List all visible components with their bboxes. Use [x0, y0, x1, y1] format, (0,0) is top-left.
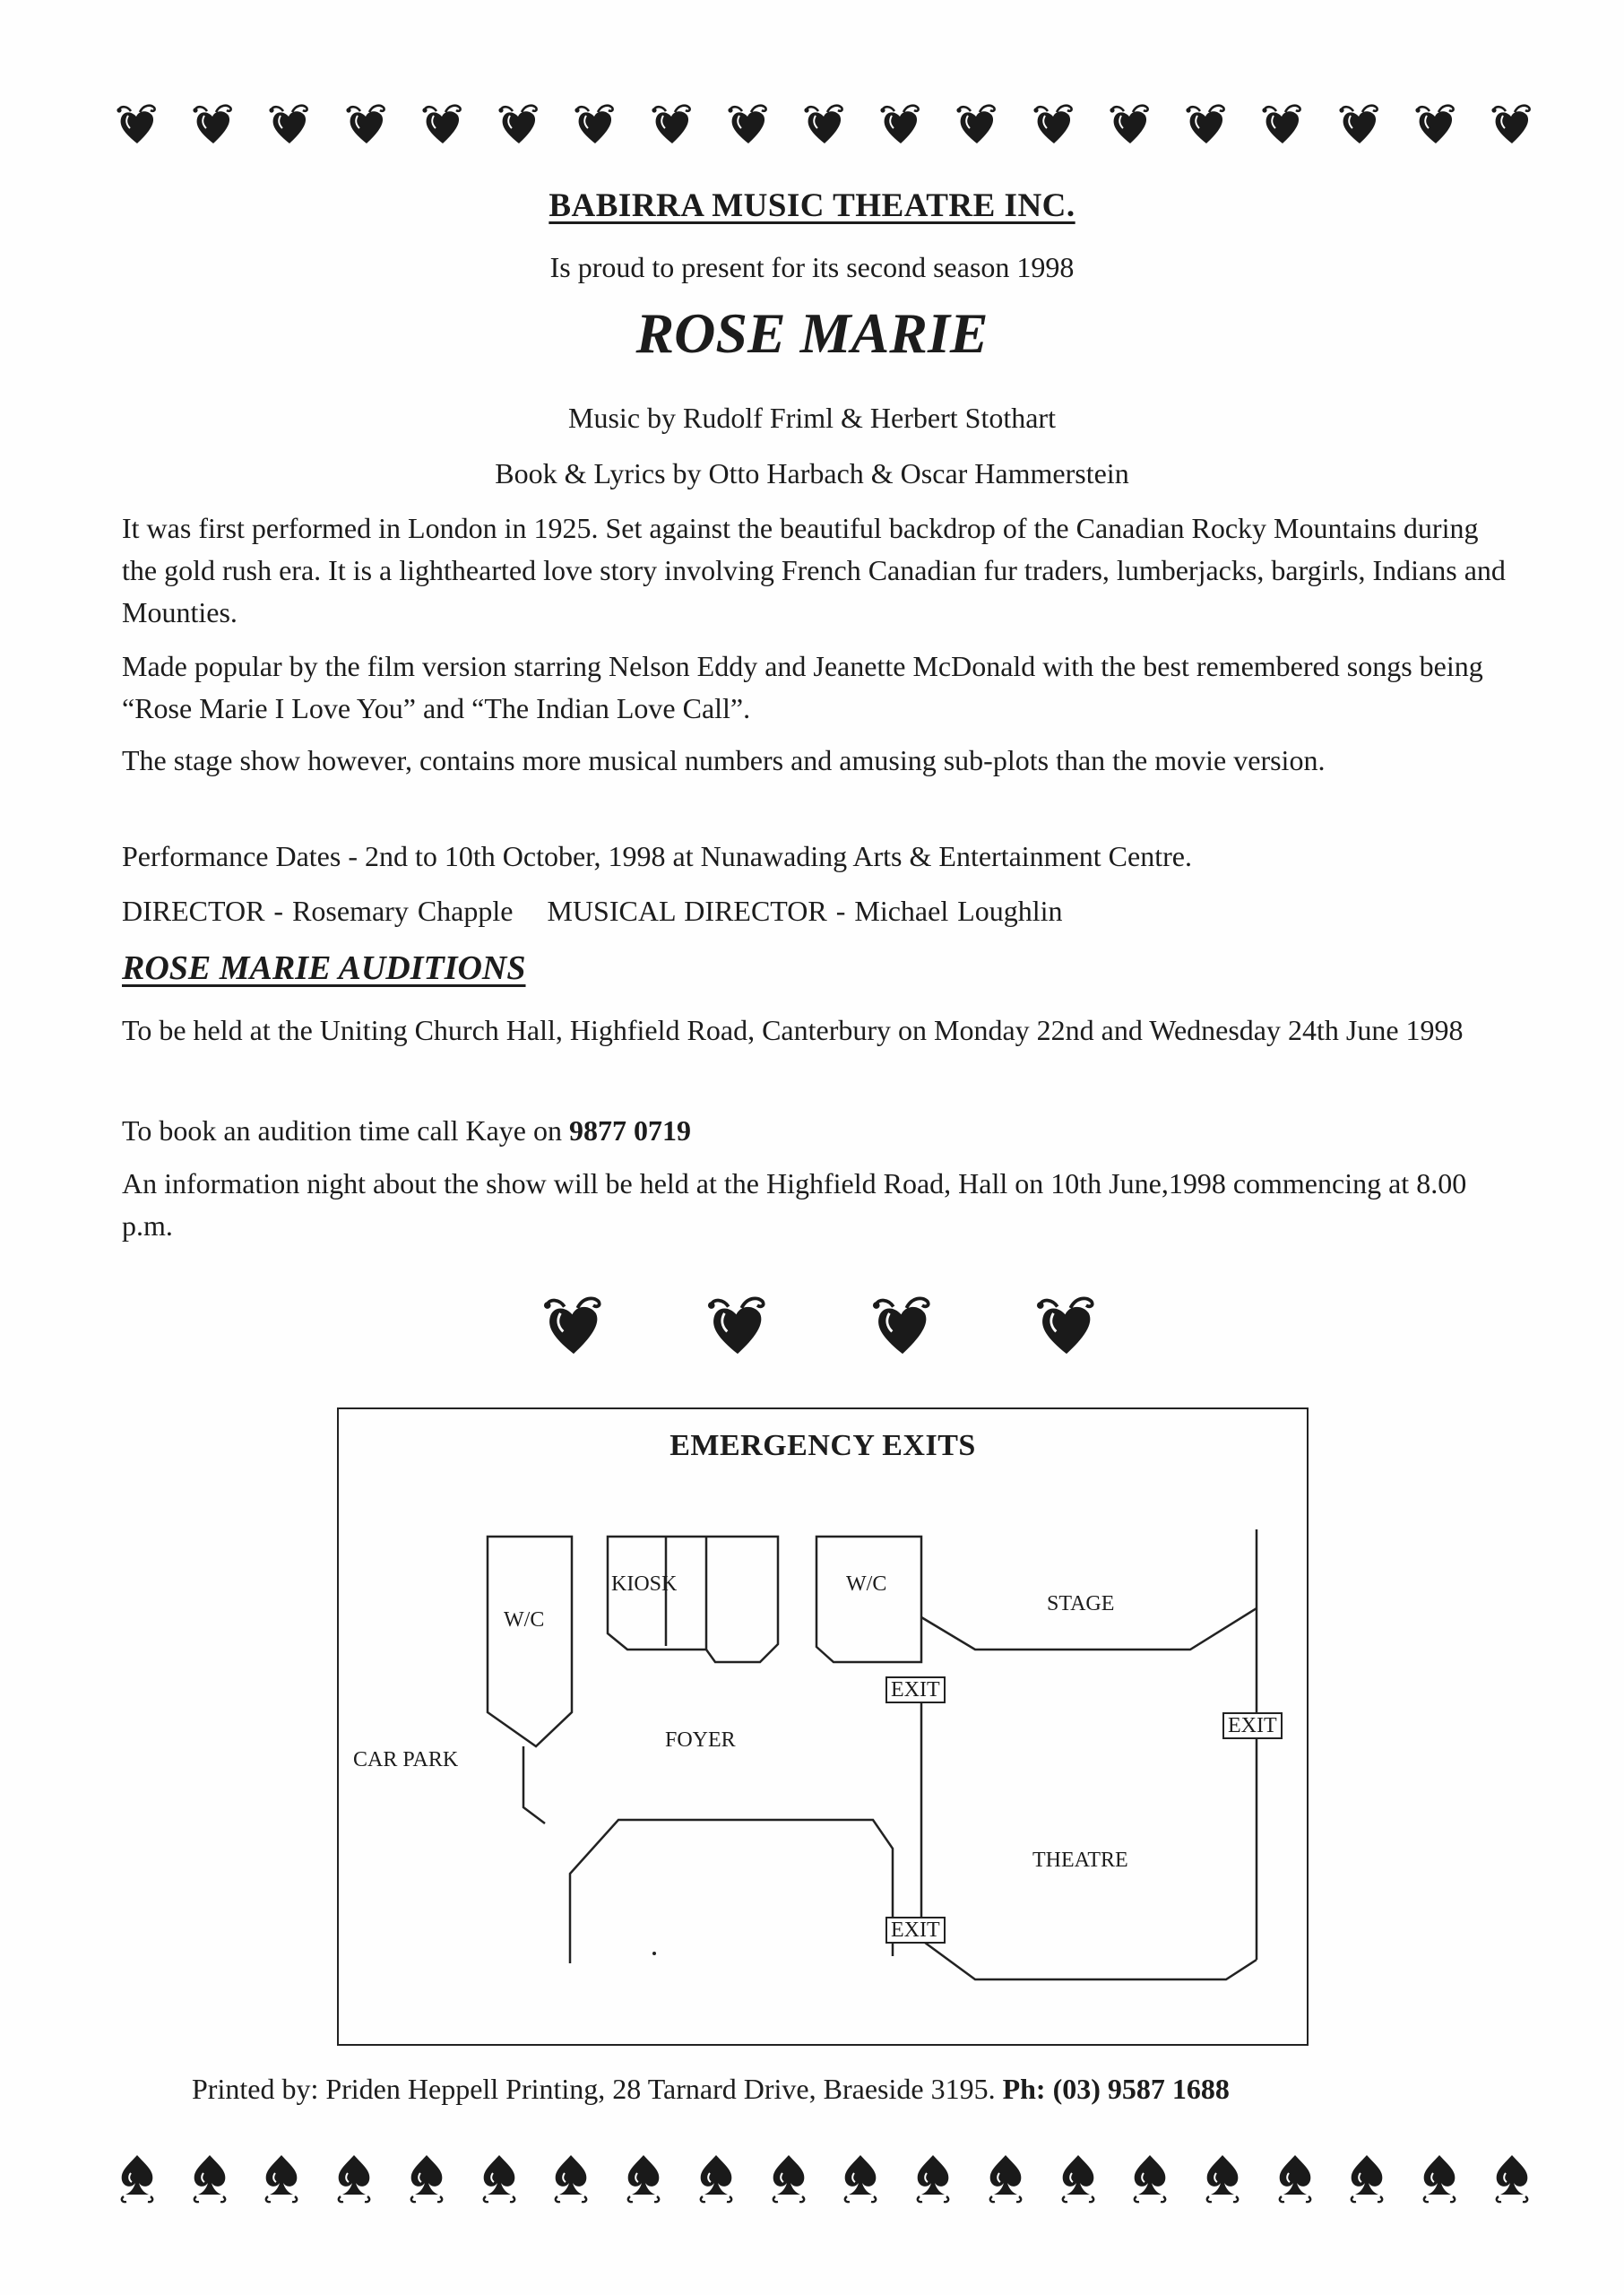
book-lyrics-credit: Book & Lyrics by Otto Harbach & Oscar Hammerstein: [495, 457, 1129, 489]
theatre-wall: [921, 1694, 1257, 1979]
auditions-heading: ROSE MARIE AUDITIONS: [122, 949, 526, 987]
spade-ornament-icon: [695, 2152, 737, 2204]
directors-line: [122, 890, 1520, 932]
heart-ornament-icon: [574, 100, 616, 147]
emergency-exits-map: [337, 1407, 1309, 2046]
car-park-wall: [523, 1746, 545, 1823]
spade-ornament-icon: [333, 2152, 375, 2204]
spade-ornament-icon: [1346, 2152, 1387, 2204]
booking-phone-number: 9877 0719: [568, 1114, 691, 1147]
kiosk-outline: [608, 1537, 778, 1662]
foyer-label: FOYER: [665, 1728, 736, 1752]
spade-ornament-icon: [406, 2152, 447, 2204]
information-night-paragraph: An information night about the show will be held at the Highfield Road, Hall on 10th June,1998 commencing at 8.00 p.m.: [122, 1167, 1467, 1242]
theatre-label: THEATRE: [1032, 1849, 1128, 1872]
map-title: EMERGENCY EXITS: [669, 1429, 976, 1462]
heart-ornament-icon: [1415, 100, 1456, 147]
heart-ornament-icon: [1035, 1291, 1098, 1359]
audition-booking-line: [122, 1110, 1520, 1152]
heart-ornament-icon: [1339, 100, 1380, 147]
heart-ornament-icon: [1110, 100, 1151, 147]
spade-ornament-icon: [1274, 2152, 1316, 2204]
middle-ornament-divider: [542, 1291, 1098, 1359]
heart-ornament-icon: [880, 100, 921, 147]
heart-ornament-icon: [117, 100, 158, 147]
heart-ornament-icon: [1491, 100, 1533, 147]
spade-ornament-icon: [768, 2152, 809, 2204]
spade-ornament-icon: [912, 2152, 954, 2204]
heart-ornament-icon: [728, 100, 769, 147]
spade-ornament-icon: [550, 2152, 592, 2204]
printer-credit-line: [192, 2073, 1230, 2106]
top-ornament-border: [117, 100, 1533, 147]
lower-foyer-outline: [570, 1820, 893, 1963]
spade-ornament-icon: [1129, 2152, 1170, 2204]
kiosk-label: KIOSK: [611, 1572, 678, 1596]
spade-ornament-icon: [840, 2152, 881, 2204]
spade-ornament-icon: [261, 2152, 302, 2204]
history-paragraph: It was first performed in London in 1925. Set against the beautiful backdrop of the Canadian Rocky Mountains during the gold rush era. It is a lighthearted love story involving French Canadian fur traders, lumberjacks, bargirls, Indians and Mounties.: [122, 512, 1506, 628]
spade-ornament-icon: [1491, 2152, 1533, 2204]
spade-ornament-icon: [117, 2152, 158, 2204]
performance-dates: Performance Dates - 2nd to 10th October, 1998 at Nunawading Arts & Entertainment Centre.: [122, 840, 1192, 872]
spade-ornament-icon: [623, 2152, 664, 2204]
exit-sign-foyer: EXIT: [885, 1917, 946, 1944]
car-park-label: CAR PARK: [353, 1748, 459, 1771]
spade-ornament-icon: [1058, 2152, 1099, 2204]
heart-ornament-icon: [804, 100, 845, 147]
musical-director-credit: MUSICAL DIRECTOR - Michael Loughlin: [547, 895, 1063, 927]
heart-ornament-icon: [871, 1291, 934, 1359]
heart-ornament-icon: [1033, 100, 1075, 147]
heart-ornament-icon: [706, 1291, 769, 1359]
booking-text: To book an audition time call Kaye on: [122, 1114, 562, 1147]
heart-ornament-icon: [652, 100, 693, 147]
wc-left-label: W/C: [504, 1608, 545, 1632]
heart-ornament-icon: [1262, 100, 1303, 147]
presents-line: Is proud to present for its second season 1998: [549, 251, 1075, 283]
floor-plan-drawing: [339, 1409, 1310, 2048]
exit-sign-stage-door: EXIT: [885, 1676, 946, 1703]
director-credit: DIRECTOR - Rosemary Chapple: [122, 895, 514, 927]
heart-ornament-icon: [1186, 100, 1227, 147]
bottom-ornament-border: [117, 2152, 1533, 2204]
printer-phone: Ph: (03) 9587 1688: [1002, 2073, 1230, 2105]
exit-sign-theatre-side: EXIT: [1222, 1712, 1283, 1739]
heart-ornament-icon: [193, 100, 234, 147]
music-credit: Music by Rudolf Friml & Herbert Stothart: [568, 402, 1056, 434]
heart-ornament-icon: [542, 1291, 605, 1359]
wc-right-label: W/C: [846, 1572, 887, 1596]
spade-ornament-icon: [1202, 2152, 1243, 2204]
heart-ornament-icon: [422, 100, 463, 147]
heart-ornament-icon: [269, 100, 310, 147]
heart-ornament-icon: [956, 100, 998, 147]
audition-venue-paragraph: To be held at the Uniting Church Hall, Highfield Road, Canterbury on Monday 22nd and Wednesday 24th June 1998: [122, 1014, 1464, 1046]
wc-left-outline: [488, 1537, 572, 1746]
stage-show-paragraph: The stage show however, contains more musical numbers and amusing sub-plots than the movie version.: [122, 744, 1326, 776]
spade-ornament-icon: [479, 2152, 520, 2204]
spade-ornament-icon: [985, 2152, 1026, 2204]
heart-ornament-icon: [498, 100, 540, 147]
printer-credit: Printed by: Priden Heppell Printing, 28 Tarnard Drive, Braeside 3195.: [192, 2073, 996, 2105]
wc-right-outline: [816, 1537, 921, 1662]
spade-ornament-icon: [189, 2152, 230, 2204]
spade-ornament-icon: [1419, 2152, 1460, 2204]
stage-label: STAGE: [1047, 1592, 1115, 1615]
show-title: ROSE MARIE: [635, 301, 989, 365]
heart-ornament-icon: [346, 100, 387, 147]
organization-title: BABIRRA MUSIC THEATRE INC.: [549, 187, 1075, 224]
film-paragraph: Made popular by the film version starring Nelson Eddy and Jeanette McDonald with the best remembered songs being “Rose Marie I Love You” and “The Indian Love Call”.: [122, 650, 1483, 724]
